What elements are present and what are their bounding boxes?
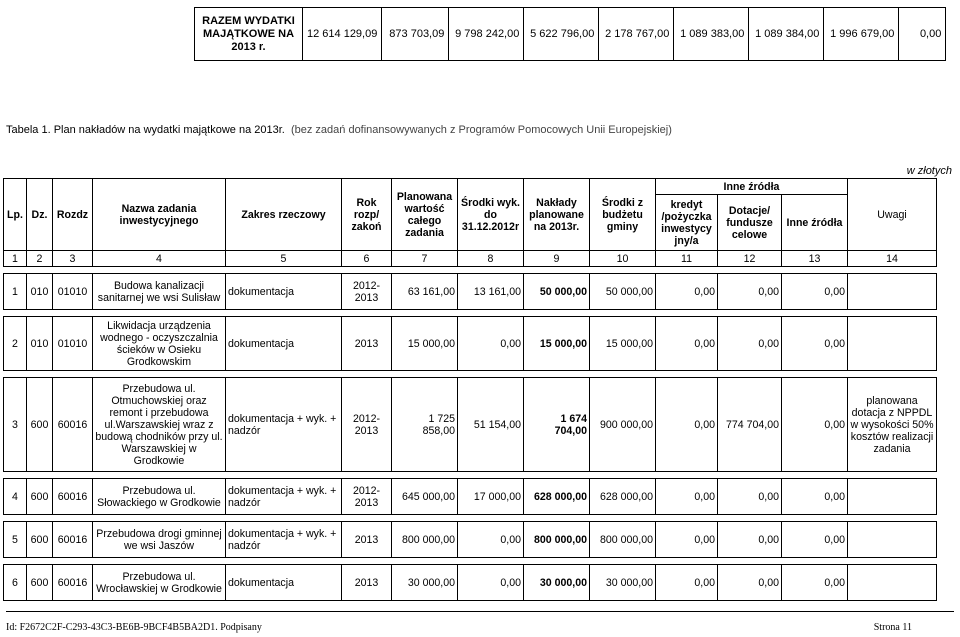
summary-value: 1 996 679,00 <box>824 8 899 61</box>
cell-dotacje: 0,00 <box>718 274 782 310</box>
column-number: 10 <box>590 251 656 267</box>
cell-uwagi <box>848 522 937 558</box>
cell-dz: 600 <box>27 479 53 515</box>
column-number: 12 <box>718 251 782 267</box>
table-row <box>4 378 937 472</box>
table-title-main: Tabela 1. Plan nakładów na wydatki majątkowe na 2013r. <box>6 124 285 136</box>
cell-kredyt: 0,00 <box>656 565 718 601</box>
cell-uwagi <box>848 565 937 601</box>
cell-dotacje: 0,00 <box>718 479 782 515</box>
table-row <box>4 274 937 310</box>
header-uwagi: Uwagi <box>848 179 937 251</box>
cell-naklady: 15 000,00 <box>524 317 590 371</box>
summary-value: 2 178 767,00 <box>599 8 674 61</box>
header-naklady: Nakłady planowane na 2013r. <box>524 179 590 251</box>
cell-inne: 0,00 <box>782 565 848 601</box>
header-lp: Lp. <box>4 179 27 251</box>
summary-value: 9 798 242,00 <box>449 8 524 61</box>
column-number-row <box>4 251 937 267</box>
column-number: 5 <box>226 251 342 267</box>
cell-srodki: 13 161,00 <box>458 274 524 310</box>
cell-lp: 4 <box>4 479 27 515</box>
cell-dotacje: 0,00 <box>718 522 782 558</box>
summary-value: 12 614 129,09 <box>303 8 382 61</box>
cell-inne: 0,00 <box>782 522 848 558</box>
cell-budzet: 30 000,00 <box>590 565 656 601</box>
cell-uwagi: planowana dotacja z NPPDL w wysokości 50% kosztów realizacji zadania <box>848 378 937 472</box>
cell-zakres: dokumentacja <box>226 565 342 601</box>
cell-planowana: 1 725 858,00 <box>392 378 458 472</box>
cell-zakres: dokumentacja + wyk. + nadzór <box>226 522 342 558</box>
column-number: 9 <box>524 251 590 267</box>
cell-rozdz: 60016 <box>53 522 93 558</box>
column-number: 3 <box>53 251 93 267</box>
cell-zakres: dokumentacja + wyk. + nadzór <box>226 479 342 515</box>
cell-naklady: 628 000,00 <box>524 479 590 515</box>
header-zakres: Zakres rzeczowy <box>226 179 342 251</box>
cell-planowana: 15 000,00 <box>392 317 458 371</box>
cell-lp: 1 <box>4 274 27 310</box>
cell-planowana: 63 161,00 <box>392 274 458 310</box>
cell-planowana: 645 000,00 <box>392 479 458 515</box>
header-srodki-wyk: Środki wyk. do 31.12.2012r <box>458 179 524 251</box>
cell-dotacje: 0,00 <box>718 317 782 371</box>
header-rok: Rok rozp/ zakoń <box>342 179 392 251</box>
column-number: 8 <box>458 251 524 267</box>
column-number: 7 <box>392 251 458 267</box>
cell-planowana: 30 000,00 <box>392 565 458 601</box>
summary-label: RAZEM WYDATKI MAJĄTKOWE NA 2013 r. <box>195 8 303 61</box>
cell-rozdz: 01010 <box>53 274 93 310</box>
table-title <box>6 124 672 136</box>
header-nazwa: Nazwa zadania inwestycyjnego <box>93 179 226 251</box>
cell-rozdz: 60016 <box>53 565 93 601</box>
summary-value: 0,00 <box>899 8 946 61</box>
cell-rozdz: 60016 <box>53 479 93 515</box>
investment-table <box>3 178 937 601</box>
cell-inne: 0,00 <box>782 317 848 371</box>
cell-rok: 2012-2013 <box>342 378 392 472</box>
column-number: 4 <box>93 251 226 267</box>
cell-zakres: dokumentacja <box>226 274 342 310</box>
header-dotacje: Dotacje/ fundusze celowe <box>718 195 782 251</box>
cell-nazwa: Przebudowa ul. Słowackiego w Grodkowie <box>93 479 226 515</box>
cell-budzet: 900 000,00 <box>590 378 656 472</box>
header-kredyt: kredyt /pożyczka inwestycy jny/a <box>656 195 718 251</box>
summary-value: 5 622 796,00 <box>524 8 599 61</box>
cell-kredyt: 0,00 <box>656 274 718 310</box>
column-number: 6 <box>342 251 392 267</box>
cell-zakres: dokumentacja <box>226 317 342 371</box>
column-number: 2 <box>27 251 53 267</box>
cell-dz: 600 <box>27 565 53 601</box>
table-title-sub: (bez zadań dofinansowywanych z Programów Pomocowych Unii Europejskiej) <box>290 124 672 136</box>
column-number: 14 <box>848 251 937 267</box>
cell-dz: 010 <box>27 317 53 371</box>
cell-dz: 600 <box>27 378 53 472</box>
table-row <box>4 565 937 601</box>
table-row <box>4 317 937 371</box>
cell-naklady: 1 674 704,00 <box>524 378 590 472</box>
cell-dotacje: 0,00 <box>718 565 782 601</box>
cell-inne: 0,00 <box>782 378 848 472</box>
cell-rozdz: 60016 <box>53 378 93 472</box>
document-id: Id: F2672C2F-C293-43C3-BE6B-9BCF4B5BA2D1. Podpisany <box>6 622 262 633</box>
cell-budzet: 628 000,00 <box>590 479 656 515</box>
cell-lp: 3 <box>4 378 27 472</box>
header-dz: Dz. <box>27 179 53 251</box>
cell-budzet: 50 000,00 <box>590 274 656 310</box>
column-number: 13 <box>782 251 848 267</box>
cell-budzet: 15 000,00 <box>590 317 656 371</box>
cell-lp: 2 <box>4 317 27 371</box>
cell-naklady: 50 000,00 <box>524 274 590 310</box>
cell-kredyt: 0,00 <box>656 378 718 472</box>
cell-kredyt: 0,00 <box>656 522 718 558</box>
header-inne: Inne źródła <box>782 195 848 251</box>
cell-srodki: 0,00 <box>458 522 524 558</box>
column-number: 1 <box>4 251 27 267</box>
cell-rok: 2013 <box>342 522 392 558</box>
cell-srodki: 51 154,00 <box>458 378 524 472</box>
summary-table <box>194 7 946 61</box>
cell-zakres: dokumentacja + wyk. + nadzór <box>226 378 342 472</box>
header-rozdz: Rozdz <box>53 179 93 251</box>
table-row <box>4 522 937 558</box>
header-row-1 <box>4 179 937 195</box>
cell-inne: 0,00 <box>782 479 848 515</box>
cell-inne: 0,00 <box>782 274 848 310</box>
cell-dotacje: 774 704,00 <box>718 378 782 472</box>
column-number: 11 <box>656 251 718 267</box>
header-planowana: Planowana wartość całego zadania <box>392 179 458 251</box>
summary-value: 1 089 384,00 <box>749 8 824 61</box>
cell-rozdz: 01010 <box>53 317 93 371</box>
cell-nazwa: Przebudowa drogi gminnej we wsi Jaszów <box>93 522 226 558</box>
header-budzet: Środki z budżetu gminy <box>590 179 656 251</box>
cell-rok: 2012-2013 <box>342 274 392 310</box>
cell-srodki: 17 000,00 <box>458 479 524 515</box>
cell-lp: 5 <box>4 522 27 558</box>
cell-uwagi <box>848 317 937 371</box>
cell-nazwa: Budowa kanalizacji sanitarnej we wsi Sulisław <box>93 274 226 310</box>
cell-srodki: 0,00 <box>458 565 524 601</box>
table-row <box>4 479 937 515</box>
summary-row <box>195 8 946 61</box>
cell-naklady: 800 000,00 <box>524 522 590 558</box>
cell-uwagi <box>848 479 937 515</box>
summary-value: 1 089 383,00 <box>674 8 749 61</box>
cell-nazwa: Przebudowa ul. Wrocławskiej w Grodkowie <box>93 565 226 601</box>
page-footer <box>6 611 954 633</box>
cell-rok: 2013 <box>342 317 392 371</box>
cell-dz: 600 <box>27 522 53 558</box>
cell-kredyt: 0,00 <box>656 479 718 515</box>
cell-naklady: 30 000,00 <box>524 565 590 601</box>
cell-uwagi <box>848 274 937 310</box>
cell-budzet: 800 000,00 <box>590 522 656 558</box>
cell-dz: 010 <box>27 274 53 310</box>
cell-kredyt: 0,00 <box>656 317 718 371</box>
cell-lp: 6 <box>4 565 27 601</box>
cell-planowana: 800 000,00 <box>392 522 458 558</box>
header-inne-group: Inne źródła <box>656 179 848 195</box>
summary-value: 873 703,09 <box>382 8 449 61</box>
cell-srodki: 0,00 <box>458 317 524 371</box>
page-number: Strona 11 <box>873 622 912 633</box>
cell-rok: 2013 <box>342 565 392 601</box>
cell-nazwa: Likwidacja urządzenia wodnego - oczyszczalnia ścieków w Osieku Grodkowskim <box>93 317 226 371</box>
cell-rok: 2012-2013 <box>342 479 392 515</box>
unit-label: w złotych <box>906 165 952 177</box>
cell-nazwa: Przebudowa ul. Otmuchowskiej oraz remont i przebudowa ul.Warszawskiej wraz z budową chodników przy ul. Warszawskiej w Grodkowie <box>93 378 226 472</box>
